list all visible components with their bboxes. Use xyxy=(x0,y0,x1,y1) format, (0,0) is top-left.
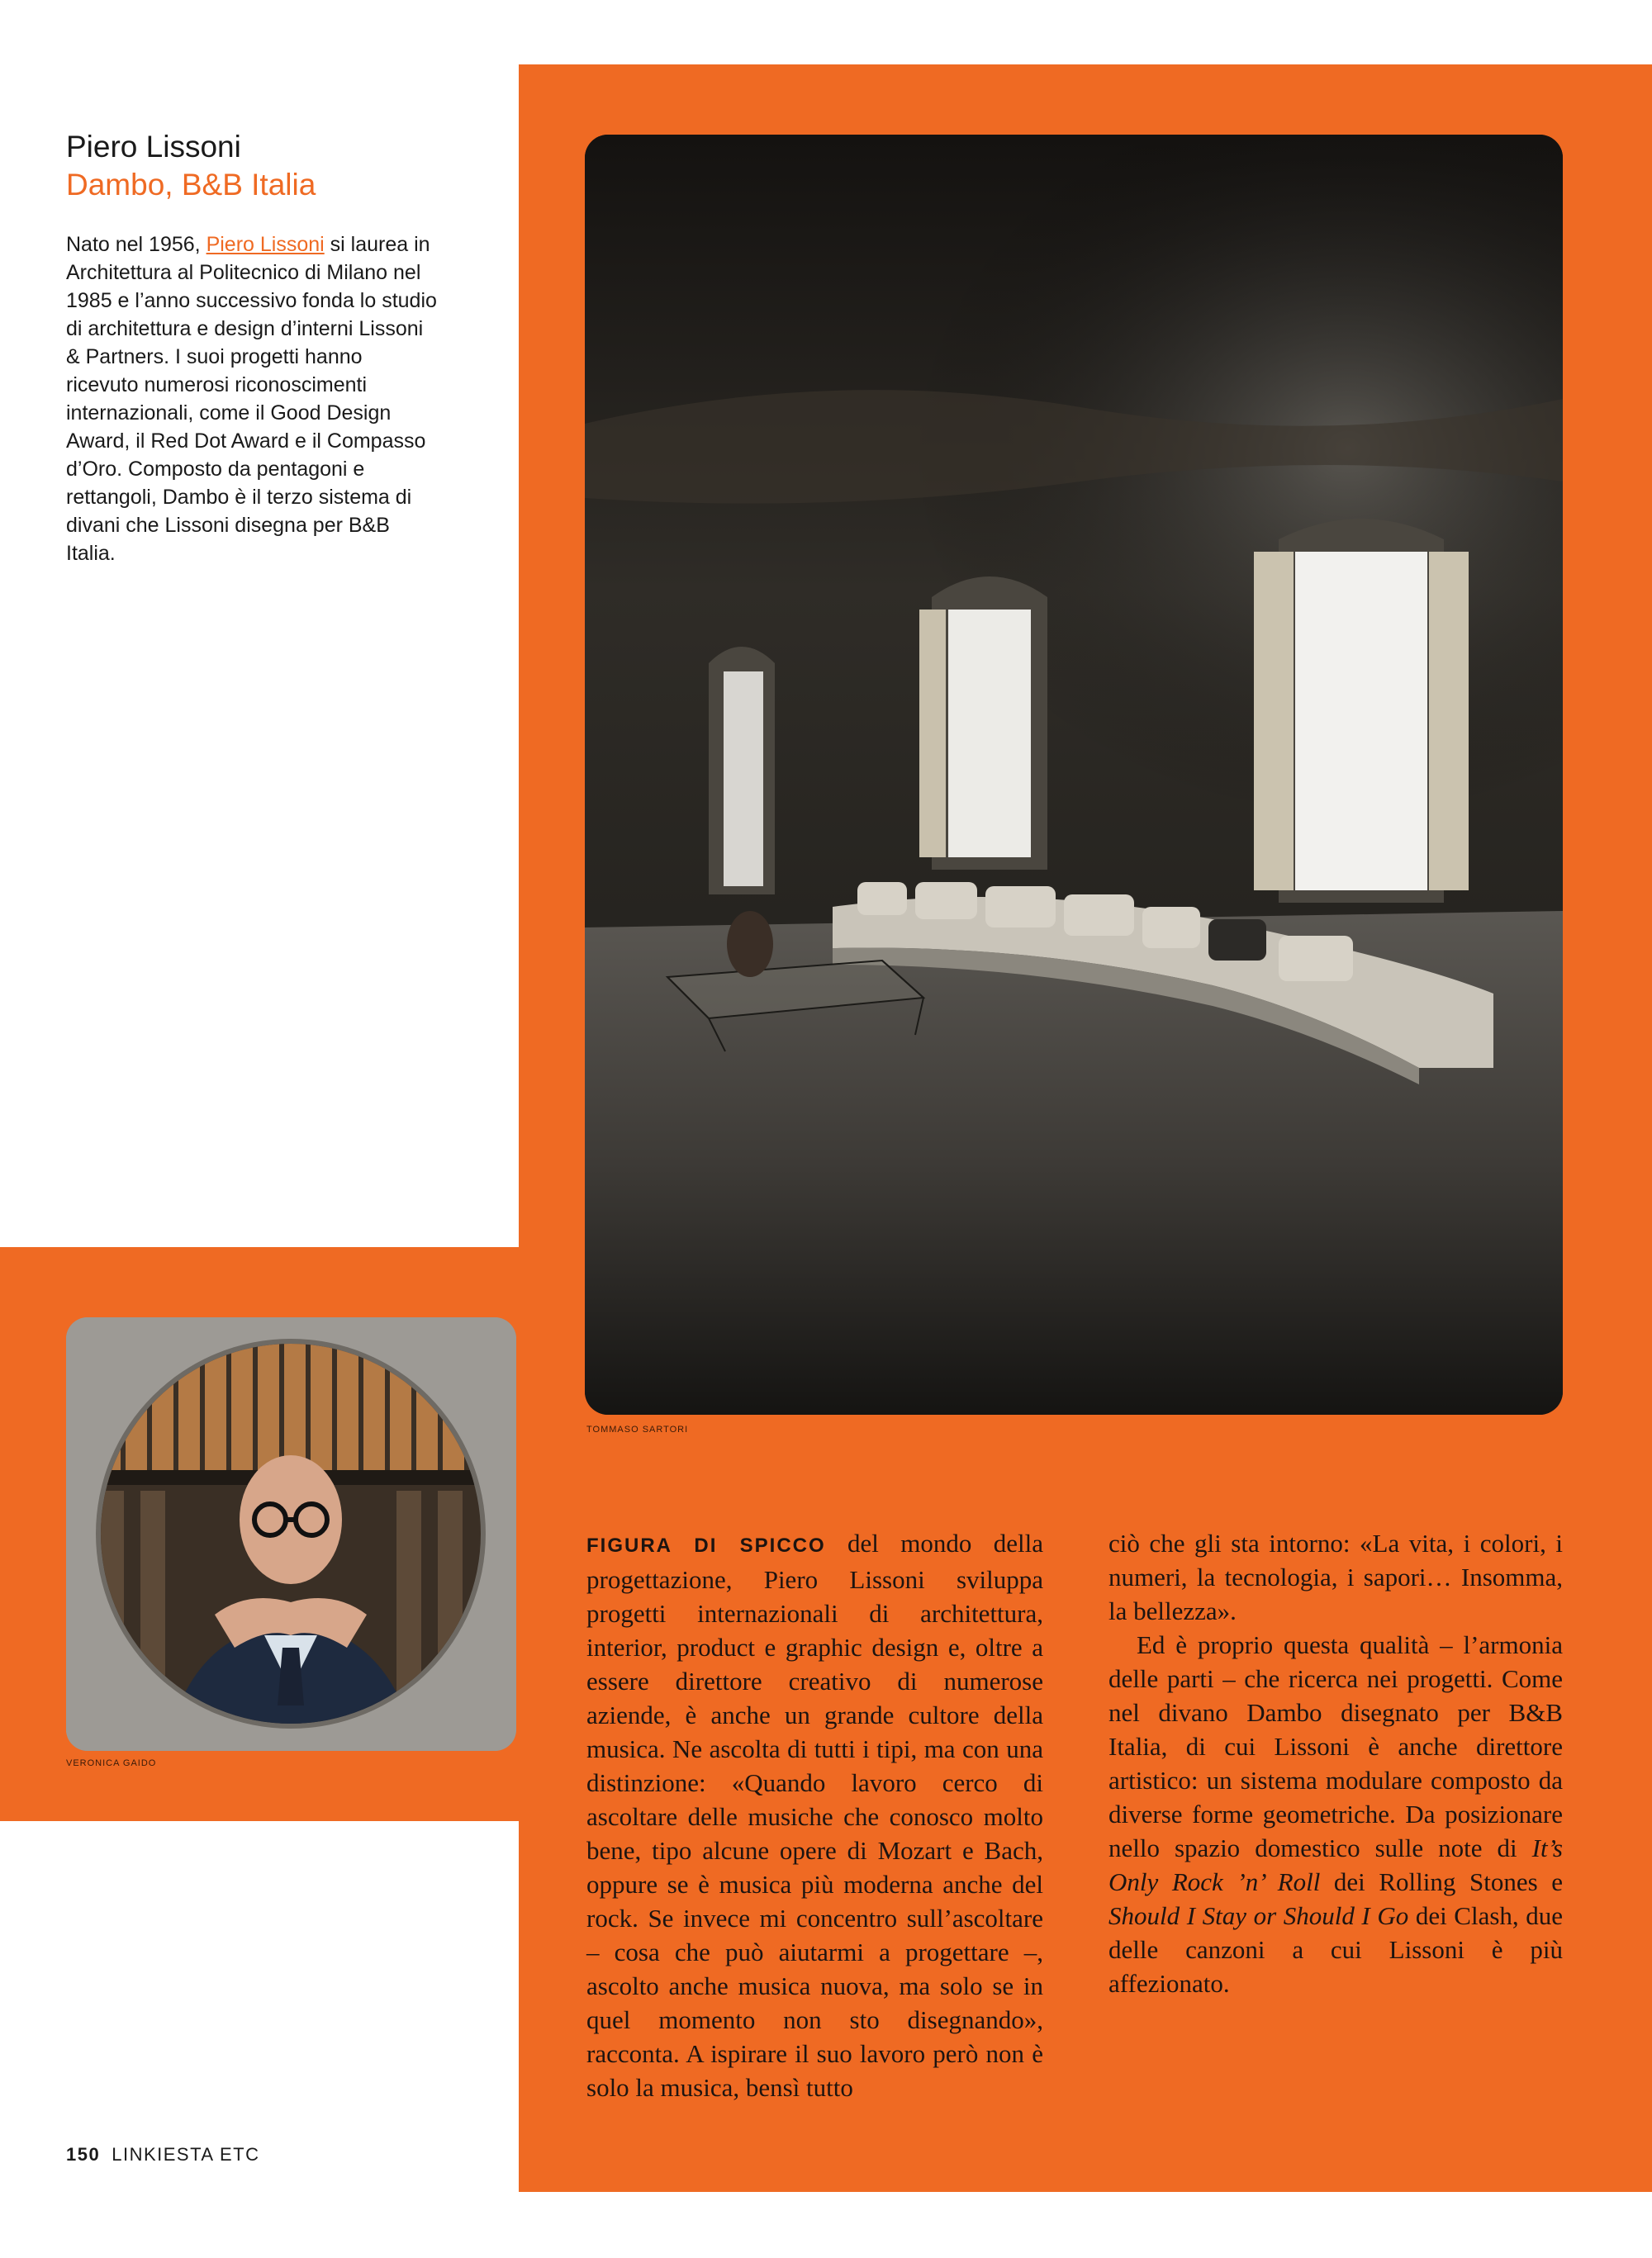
portrait-photo xyxy=(66,1317,516,1751)
article-col2-p2 xyxy=(1108,1628,1563,2000)
article-col2-p2a: Ed è proprio questa qualità – l’armonia delle parti – che ricerca nei progetti. Come nel divano Dambo disegnato per B&B Italia, di cui Lissoni è anche direttore artistico: un sistema modulare composto da diverse forme geometriche. Da posizionare nello spazio domestico sulle note di xyxy=(1108,1630,1563,1862)
bio-intro: Nato nel 1956, xyxy=(66,233,206,256)
article-lead: FIGURA DI SPICCO xyxy=(586,1535,826,1557)
publication-name: LINKIESTA ETC xyxy=(112,2144,260,2165)
page-footer xyxy=(66,2144,259,2165)
side-object xyxy=(727,911,773,977)
portrait-illustration xyxy=(66,1317,516,1751)
sidebar xyxy=(66,128,438,567)
bio-body: si laurea in Architettura al Politecnico di Milano nel 1985 e l’anno successivo fonda lo studio di architettura e design d’interni Lissoni & Partners. I suoi progetti hanno ricevuto numerosi riconoscimenti internazionali, come il Good Design Award, il Red Dot Award e il Compasso d’Oro. Composto da pentagoni e rettangoli, Dambo è il terzo sistema di divani che Lissoni disegna per B&B Italia. xyxy=(66,233,437,565)
product-name: Dambo, B&B Italia xyxy=(66,168,316,202)
sofa-photo-illustration xyxy=(585,135,1563,1415)
window-right xyxy=(1254,519,1469,903)
article-col2-p1: ciò che gli sta intorno: «La vita, i colori, i numeri, la tecnologia, i sapori… Insomma, la bellezza». xyxy=(1108,1529,1563,1625)
article-col2-p2c: dei Clash, due delle canzoni a cui Lissoni è più affezionato. xyxy=(1108,1901,1563,1998)
designer-name: Piero Lissoni xyxy=(66,130,241,164)
page-number: 150 xyxy=(66,2144,101,2165)
article-column-2 xyxy=(1108,1526,1563,2000)
article-col2-p2b: dei Rolling Stones e xyxy=(1320,1867,1563,1896)
song-title-2: Should I Stay or Should I Go xyxy=(1108,1901,1409,1930)
article-col1-text: del mondo della progettazione, Piero Lissoni sviluppa progetti internazionali di architettura, interior, product e graphic design e, oltre a essere direttore creativo di numerose aziende, è anche un grande cultore della musica. Ne ascolta di tutti i tipi, ma con una distinzione: «Quando lavoro cerco di ascoltare delle musiche che conosco molto bene, tipo alcune opere di Mozart e Bach, oppure se è musica più moderna anche del rock. Se invece mi concentro sull’ascoltare – cosa che può aiutarmi a progettare –, ascolto anche musica nuova, ma solo se in quel momento non sto disegnando», racconta. A ispirare il suo lavoro però non è solo la musica, bensì tutto xyxy=(586,1529,1044,2102)
window-center xyxy=(919,576,1047,870)
designer-link[interactable]: Piero Lissoni xyxy=(206,233,325,256)
bio-text xyxy=(66,230,438,567)
main-photo-credit: TOMMASO SARTORI xyxy=(586,1425,689,1435)
sofa-photo xyxy=(585,135,1563,1415)
window-left xyxy=(709,647,775,894)
song-title-1: It’s Only Rock ’n’ Roll xyxy=(1108,1833,1563,1896)
portrait-credit: VERONICA GAIDO xyxy=(66,1758,157,1768)
article-column-1 xyxy=(586,1526,1043,2104)
